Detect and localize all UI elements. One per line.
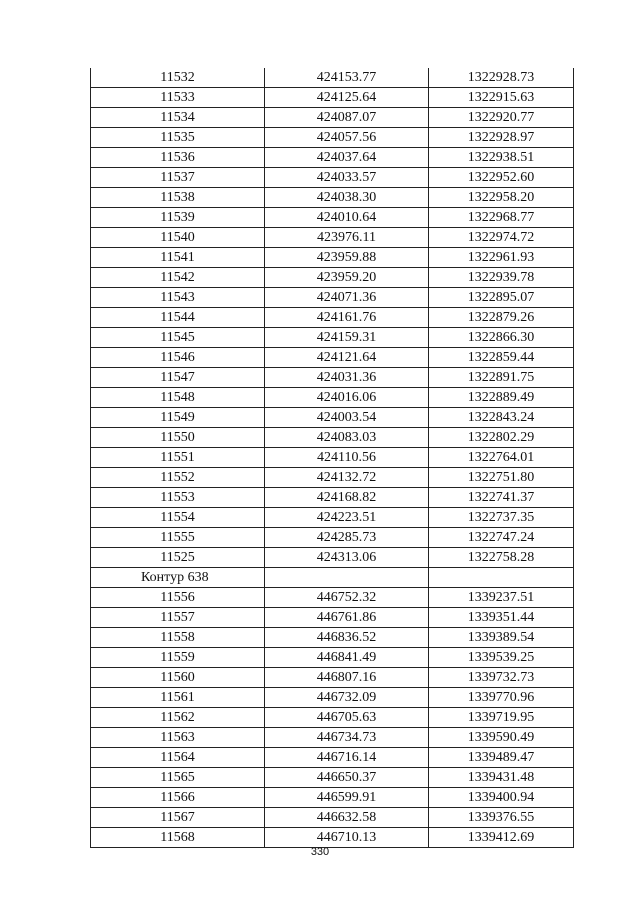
table-row (91, 208, 574, 228)
point-number-cell: 11539 (91, 208, 265, 228)
y-coordinate-cell: 1322866.30 (429, 328, 574, 348)
table-row (91, 688, 574, 708)
y-coordinate-cell: 1339389.54 (429, 628, 574, 648)
y-coordinate-cell: 1339351.44 (429, 608, 574, 628)
table-row (91, 368, 574, 388)
y-coordinate-cell: 1322958.20 (429, 188, 574, 208)
point-number-cell: 11547 (91, 368, 265, 388)
x-coordinate-cell: 424168.82 (265, 488, 429, 508)
x-coordinate-cell: 424125.64 (265, 88, 429, 108)
point-number-cell: 11536 (91, 148, 265, 168)
x-coordinate-cell: 424132.72 (265, 468, 429, 488)
point-number-cell: 11556 (91, 588, 265, 608)
table-row (91, 248, 574, 268)
table-row (91, 528, 574, 548)
table-row (91, 488, 574, 508)
point-number-cell: 11542 (91, 268, 265, 288)
point-number-cell: 11533 (91, 88, 265, 108)
x-coordinate-cell: 446752.32 (265, 588, 429, 608)
table-row (91, 808, 574, 828)
table-row (91, 428, 574, 448)
point-number-cell: 11545 (91, 328, 265, 348)
y-coordinate-cell: 1322751.80 (429, 468, 574, 488)
x-coordinate-cell: 446807.16 (265, 668, 429, 688)
y-coordinate-cell: 1339412.69 (429, 828, 574, 848)
point-number-cell: 11552 (91, 468, 265, 488)
point-number-cell: 11553 (91, 488, 265, 508)
x-coordinate-cell: 446732.09 (265, 688, 429, 708)
table-row (91, 448, 574, 468)
y-coordinate-cell: 1322758.28 (429, 548, 574, 568)
y-coordinate-cell: 1322961.93 (429, 248, 574, 268)
point-number-cell: 11534 (91, 108, 265, 128)
x-coordinate-cell: 424010.64 (265, 208, 429, 228)
point-number-cell: 11560 (91, 668, 265, 688)
y-coordinate-cell: 1339719.95 (429, 708, 574, 728)
table-row (91, 388, 574, 408)
point-number-cell: 11546 (91, 348, 265, 368)
point-number-cell: 11557 (91, 608, 265, 628)
x-coordinate-cell: 424031.36 (265, 368, 429, 388)
x-coordinate-cell: 424033.57 (265, 168, 429, 188)
x-coordinate-cell: 424071.36 (265, 288, 429, 308)
point-number-cell: 11551 (91, 448, 265, 468)
x-coordinate-cell: 424153.77 (265, 68, 429, 88)
y-coordinate-cell: 1339376.55 (429, 808, 574, 828)
table-row (91, 588, 574, 608)
y-coordinate-cell: 1339237.51 (429, 588, 574, 608)
y-coordinate-cell: 1322952.60 (429, 168, 574, 188)
y-coordinate-cell: 1339732.73 (429, 668, 574, 688)
table-row (91, 128, 574, 148)
y-coordinate-cell: 1339770.96 (429, 688, 574, 708)
x-coordinate-cell: 424083.03 (265, 428, 429, 448)
x-coordinate-cell: 424159.31 (265, 328, 429, 348)
point-number-cell: 11532 (91, 68, 265, 88)
table-row (91, 268, 574, 288)
x-coordinate-cell: 446761.86 (265, 608, 429, 628)
y-coordinate-cell: 1322928.73 (429, 68, 574, 88)
x-coordinate-cell: 446632.58 (265, 808, 429, 828)
table-row (91, 308, 574, 328)
point-number-cell: 11555 (91, 528, 265, 548)
point-number-cell: 11562 (91, 708, 265, 728)
table-row (91, 508, 574, 528)
y-coordinate-cell: 1339400.94 (429, 788, 574, 808)
x-coordinate-cell: 424285.73 (265, 528, 429, 548)
point-number-cell: 11566 (91, 788, 265, 808)
x-coordinate-cell: 446599.91 (265, 788, 429, 808)
x-coordinate-cell: 424037.64 (265, 148, 429, 168)
table-row (91, 108, 574, 128)
point-number-cell: 11538 (91, 188, 265, 208)
y-coordinate-cell: 1322915.63 (429, 88, 574, 108)
table-row (91, 168, 574, 188)
empty-cell (429, 568, 574, 588)
table-row (91, 88, 574, 108)
point-number-cell: 11535 (91, 128, 265, 148)
y-coordinate-cell: 1339489.47 (429, 748, 574, 768)
table-row (91, 668, 574, 688)
y-coordinate-cell: 1322764.01 (429, 448, 574, 468)
point-number-cell: 11565 (91, 768, 265, 788)
table-row (91, 788, 574, 808)
point-number-cell: 11544 (91, 308, 265, 328)
x-coordinate-cell: 423959.88 (265, 248, 429, 268)
table-row (91, 828, 574, 848)
table-row (91, 728, 574, 748)
y-coordinate-cell: 1322891.75 (429, 368, 574, 388)
x-coordinate-cell: 424087.07 (265, 108, 429, 128)
table-row (91, 348, 574, 368)
table-row (91, 68, 574, 88)
point-number-cell: 11567 (91, 808, 265, 828)
point-number-cell: 11537 (91, 168, 265, 188)
point-number-cell: 11525 (91, 548, 265, 568)
point-number-cell: 11561 (91, 688, 265, 708)
x-coordinate-cell: 423959.20 (265, 268, 429, 288)
x-coordinate-cell: 424016.06 (265, 388, 429, 408)
y-coordinate-cell: 1322938.51 (429, 148, 574, 168)
x-coordinate-cell: 446836.52 (265, 628, 429, 648)
x-coordinate-cell: 424313.06 (265, 548, 429, 568)
contour-label: Контур 638 (91, 568, 265, 588)
y-coordinate-cell: 1322879.26 (429, 308, 574, 328)
x-coordinate-cell: 424038.30 (265, 188, 429, 208)
point-number-cell: 11549 (91, 408, 265, 428)
table-row (91, 408, 574, 428)
y-coordinate-cell: 1339539.25 (429, 648, 574, 668)
y-coordinate-cell: 1322802.29 (429, 428, 574, 448)
y-coordinate-cell: 1322747.24 (429, 528, 574, 548)
table-row (91, 188, 574, 208)
x-coordinate-cell: 423976.11 (265, 228, 429, 248)
table-row (91, 628, 574, 648)
y-coordinate-cell: 1322843.24 (429, 408, 574, 428)
y-coordinate-cell: 1322895.07 (429, 288, 574, 308)
table-row (91, 608, 574, 628)
coordinates-table-body (91, 68, 574, 848)
y-coordinate-cell: 1322741.37 (429, 488, 574, 508)
table-row (91, 468, 574, 488)
table-row (91, 708, 574, 728)
table-row (91, 148, 574, 168)
x-coordinate-cell: 446705.63 (265, 708, 429, 728)
point-number-cell: 11568 (91, 828, 265, 848)
table-row (91, 768, 574, 788)
x-coordinate-cell: 446650.37 (265, 768, 429, 788)
x-coordinate-cell: 446734.73 (265, 728, 429, 748)
point-number-cell: 11541 (91, 248, 265, 268)
x-coordinate-cell: 446710.13 (265, 828, 429, 848)
point-number-cell: 11540 (91, 228, 265, 248)
table-row (91, 748, 574, 768)
table-row (91, 548, 574, 568)
y-coordinate-cell: 1322737.35 (429, 508, 574, 528)
x-coordinate-cell: 424161.76 (265, 308, 429, 328)
y-coordinate-cell: 1339590.49 (429, 728, 574, 748)
y-coordinate-cell: 1322939.78 (429, 268, 574, 288)
table-row (91, 648, 574, 668)
y-coordinate-cell: 1322974.72 (429, 228, 574, 248)
x-coordinate-cell: 424110.56 (265, 448, 429, 468)
x-coordinate-cell: 424223.51 (265, 508, 429, 528)
table-row (91, 228, 574, 248)
table-row (91, 288, 574, 308)
point-number-cell: 11554 (91, 508, 265, 528)
x-coordinate-cell: 424057.56 (265, 128, 429, 148)
y-coordinate-cell: 1322889.49 (429, 388, 574, 408)
y-coordinate-cell: 1322968.77 (429, 208, 574, 228)
page-number: 330 (310, 846, 330, 858)
y-coordinate-cell: 1339431.48 (429, 768, 574, 788)
y-coordinate-cell: 1322859.44 (429, 348, 574, 368)
point-number-cell: 11563 (91, 728, 265, 748)
coordinates-table (90, 68, 574, 848)
empty-cell (265, 568, 429, 588)
y-coordinate-cell: 1322928.97 (429, 128, 574, 148)
x-coordinate-cell: 424121.64 (265, 348, 429, 368)
contour-header-row (91, 568, 574, 588)
point-number-cell: 11548 (91, 388, 265, 408)
x-coordinate-cell: 446716.14 (265, 748, 429, 768)
x-coordinate-cell: 424003.54 (265, 408, 429, 428)
x-coordinate-cell: 446841.49 (265, 648, 429, 668)
table-row (91, 328, 574, 348)
point-number-cell: 11564 (91, 748, 265, 768)
y-coordinate-cell: 1322920.77 (429, 108, 574, 128)
point-number-cell: 11550 (91, 428, 265, 448)
point-number-cell: 11558 (91, 628, 265, 648)
point-number-cell: 11559 (91, 648, 265, 668)
point-number-cell: 11543 (91, 288, 265, 308)
